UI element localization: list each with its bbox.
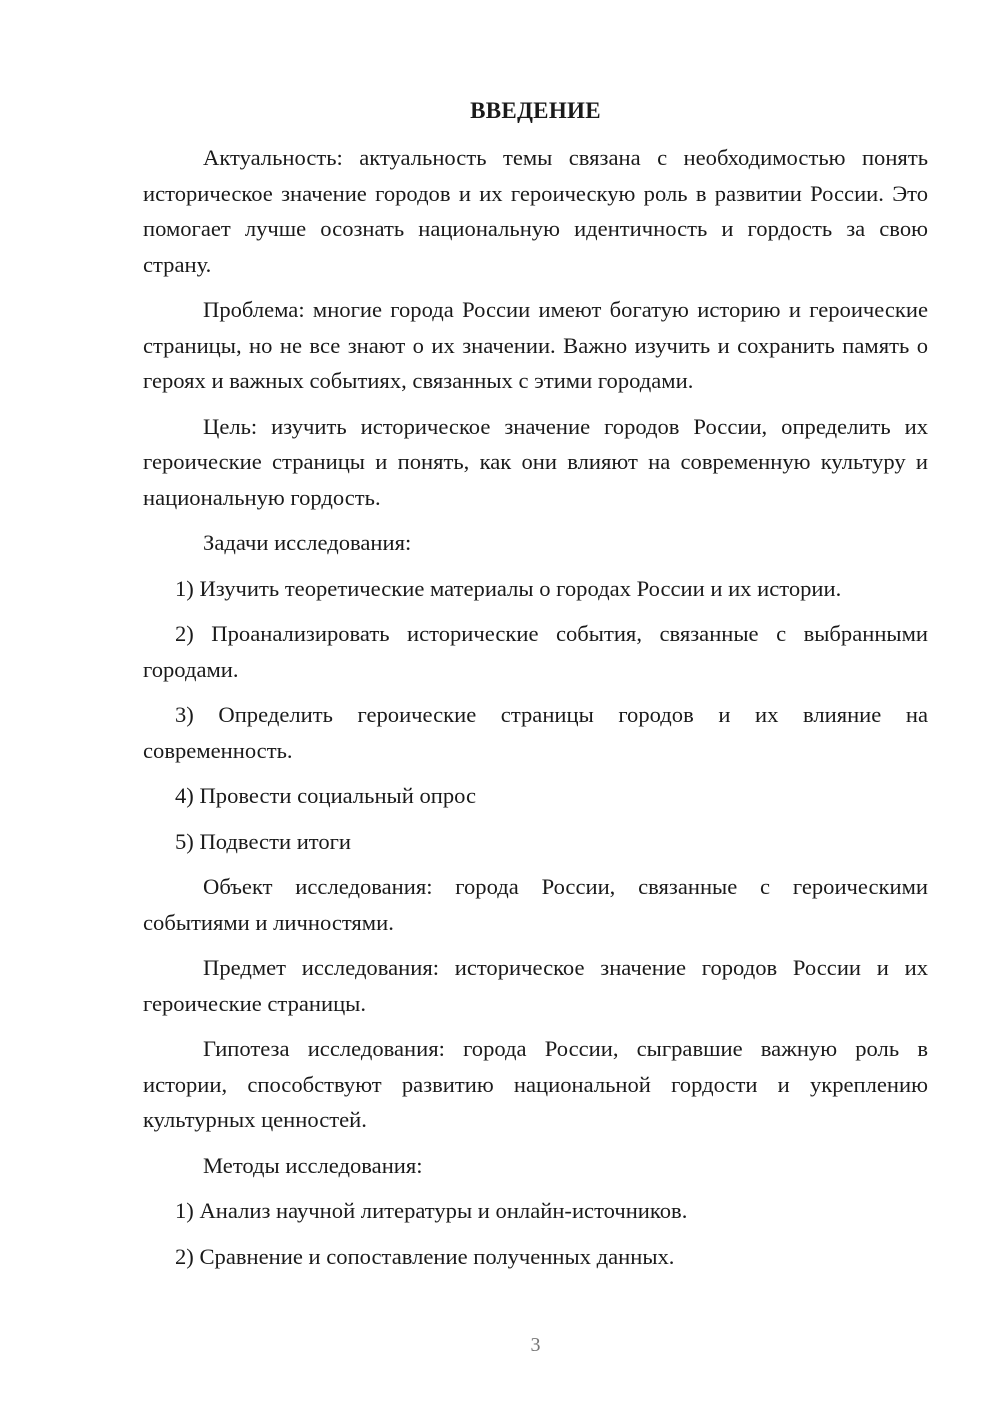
object-paragraph: Объект исследования: города России, связанные с героическими событиями и личностями.	[143, 874, 928, 935]
section-heading: ВВЕДЕНИЕ	[470, 98, 601, 123]
page-number: 3	[530, 1334, 541, 1356]
task-item: 2) Проанализировать исторические события, связанные с выбранными городами.	[143, 621, 928, 682]
task-item: 3) Определить героические страницы городов и их влияние на современность.	[143, 702, 928, 763]
task-item: 1) Изучить теоретические материалы о городах России и их истории.	[175, 575, 842, 601]
methods-heading: Методы исследования:	[203, 1152, 423, 1178]
task-item: 5) Подвести итоги	[175, 828, 352, 854]
method-item: 2) Сравнение и сопоставление полученных данных.	[175, 1243, 675, 1269]
tasks-heading: Задачи исследования:	[203, 530, 412, 555]
document-body	[143, 140, 928, 1284]
hypothesis-paragraph: Гипотеза исследования: города России, сыгравшие важную роль в истории, способствуют развитию национальной гордости и укреплению культурных ценностей.	[143, 1036, 928, 1132]
subject-paragraph: Предмет исследования: историческое значение городов России и их героические страницы.	[143, 955, 928, 1016]
task-item: 4) Провести социальный опрос	[175, 783, 477, 808]
document-page	[143, 0, 928, 1414]
method-item: 1) Анализ научной литературы и онлайн-источников.	[175, 1198, 688, 1223]
problem-paragraph: Проблема: многие города России имеют богатую историю и героические страницы, но не все знают о их значении. Важно изучить и сохранить память о героях и важных событиях, связанных с этими городами.	[143, 297, 928, 393]
goal-paragraph: Цель: изучить историческое значение городов России, определить их героические страницы и понять, как они влияют на современную культуру и национальную гордость.	[143, 413, 928, 510]
relevance-paragraph: Актуальность: актуальность темы связана с необходимостью понять историческое значение городов и их героическую роль в развитии России. Это помогает лучше осознать национальную идентичность и гордость за свою страну.	[143, 145, 928, 277]
